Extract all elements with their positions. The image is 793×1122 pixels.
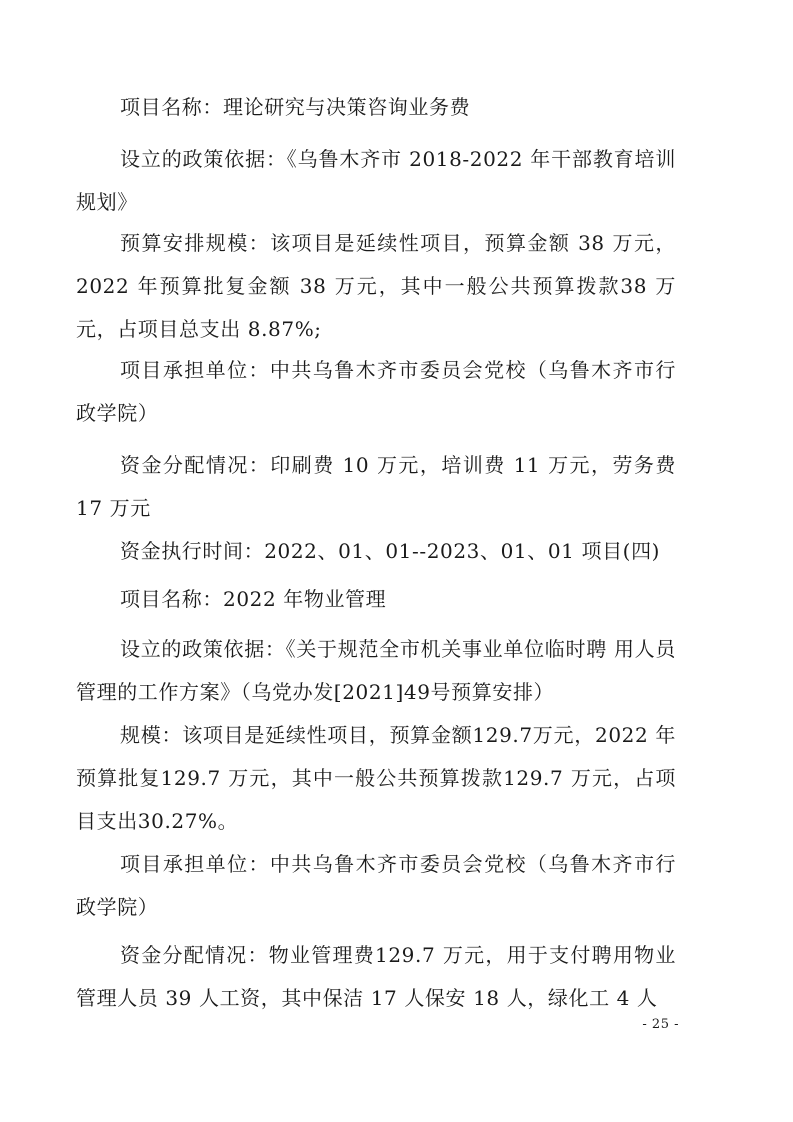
page-number: - 25 -: [642, 1017, 679, 1032]
paragraph-policy-basis-1: 设立的政策依据：《乌鲁木齐市 2018-2022 年干部教育培训规划》: [76, 147, 676, 214]
paragraph-fund-allocation-2: 资金分配情况：物业管理费129.7 万元，用于支付聘用物业管理人员 39 人工资，其中保洁 17 人保安 18 人，绿化工 4 人: [76, 943, 676, 1010]
paragraph-policy-basis-2: 设立的政策依据：《关于规范全市机关事业单位临时聘 用人员管理的工作方案》（乌党办发[2021]49号预算安排）: [76, 637, 676, 704]
paragraph-responsible-unit-2: 项目承担单位：中共乌鲁木齐市委员会党校（乌鲁木齐市行政学院）: [76, 852, 676, 919]
paragraph-budget-scale-1: 预算安排规模：该项目是延续性项目，预算金额 38 万元，2022 年预算批复金额 38 万元，其中一般公共预算拨款38 万元，占项目总支出 8.87%;: [76, 231, 676, 341]
paragraph-execution-time: 资金执行时间：2022、01、01--2023、01、01 项目(四): [120, 539, 661, 563]
paragraph-budget-scale-2: 规模：该项目是延续性项目，预算金额129.7万元，2022 年预算批复129.7 万元，其中一般公共预算拨款129.7 万元，占项目支出30.27%。: [76, 723, 676, 833]
paragraph-project-name-1: 项目名称：理论研究与决策咨询业务费: [120, 95, 471, 119]
paragraph-project-name-2: 项目名称：2022 年物业管理: [120, 587, 387, 611]
paragraph-responsible-unit-1: 项目承担单位：中共乌鲁木齐市委员会党校（乌鲁木齐市行政学院）: [76, 358, 676, 425]
paragraph-fund-allocation-1: 资金分配情况：印刷费 10 万元，培训费 11 万元，劳务费 17 万元: [76, 453, 676, 520]
